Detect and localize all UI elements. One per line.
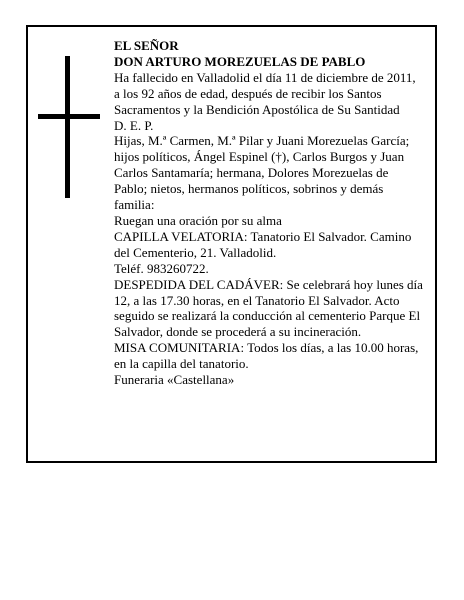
cross-icon bbox=[38, 56, 100, 198]
notice-title: EL SEÑOR bbox=[114, 38, 179, 53]
funeral-home: Funeraria «Castellana» bbox=[114, 372, 235, 388]
deceased-name: DON ARTURO MOREZUELAS DE PABLO bbox=[114, 53, 366, 69]
chapel-info: CAPILLA VELATORIA: Tanatorio El Salvador. Camino del Cementerio, 21. Valladolid. bbox=[114, 228, 412, 260]
cross-horizontal-bar bbox=[38, 114, 100, 119]
family-list: Hijas, M.ª Carmen, M.ª Pilar y Juani Morezuelas García; hijos políticos, Ángel Espinel (†), Carlos Burgos y Juan Carlos Santamaría; hermana, Dolores Morezuelas de Pablo; nietos, hermanos políticos, sobrinos y demás familia: bbox=[114, 133, 410, 213]
obituary-notice bbox=[26, 25, 437, 463]
phone-info: Teléf. 983260722. bbox=[114, 260, 209, 276]
death-announcement: Ha fallecido en Valladolid el día 11 de diciembre de 2011, a los 92 años de edad, después de recibir los Santos Sacramentos y la Bendición Apostólica de Su Santidad bbox=[114, 69, 416, 117]
notice-text bbox=[114, 38, 424, 388]
rip-line: D. E. P. bbox=[114, 117, 154, 133]
mass-info: MISA COMUNITARIA: Todos los días, a las 10.00 horas, en la capilla del tanatorio. bbox=[114, 340, 419, 372]
cross-vertical-bar bbox=[65, 56, 70, 198]
prayer-request: Ruegan una oración por su alma bbox=[114, 212, 282, 228]
farewell-info: DESPEDIDA DEL CADÁVER: Se celebrará hoy lunes día 12, a las 17.30 horas, en el Tanatorio El Salvador. Acto seguido se realizará la conducción al cementerio Parque El Salvador, donde se procederá a su incineración. bbox=[114, 276, 423, 340]
